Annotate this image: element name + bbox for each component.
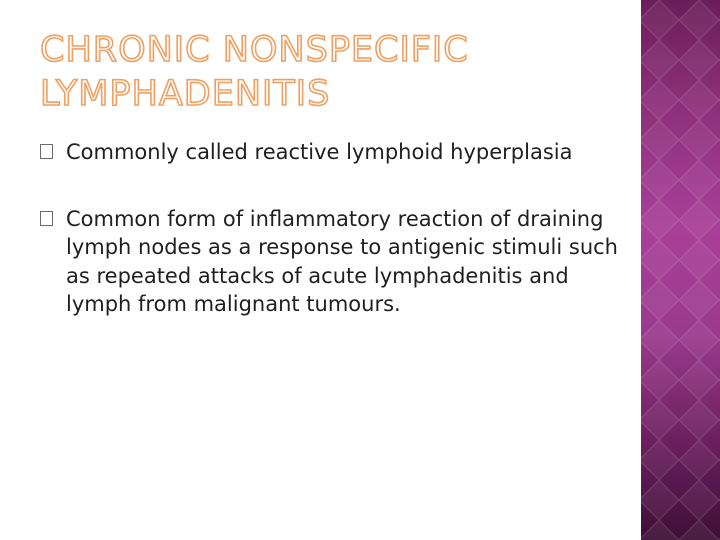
- slide-title: CHRONIC NONSPECIFIC LYMPHADENITIS: [40, 30, 469, 114]
- bullet-text-2: Common form of inflammatory reaction of draining lymph nodes as a response to antigenic stimuli such as repeated attacks of acute lymphadenitis and lymph from malignant tumours.: [66, 206, 618, 316]
- bullet-text-1: Commonly called reactive lymphoid hyperplasia: [66, 140, 573, 164]
- diamond-pattern: [641, 0, 720, 540]
- bullet-box-icon: [40, 144, 53, 159]
- decorative-sidebar: [641, 0, 720, 540]
- bullet-item-1: [40, 138, 620, 167]
- bullet-box-icon: [40, 211, 53, 226]
- bullet-item-2: [40, 205, 620, 319]
- bullet-list: [40, 138, 620, 357]
